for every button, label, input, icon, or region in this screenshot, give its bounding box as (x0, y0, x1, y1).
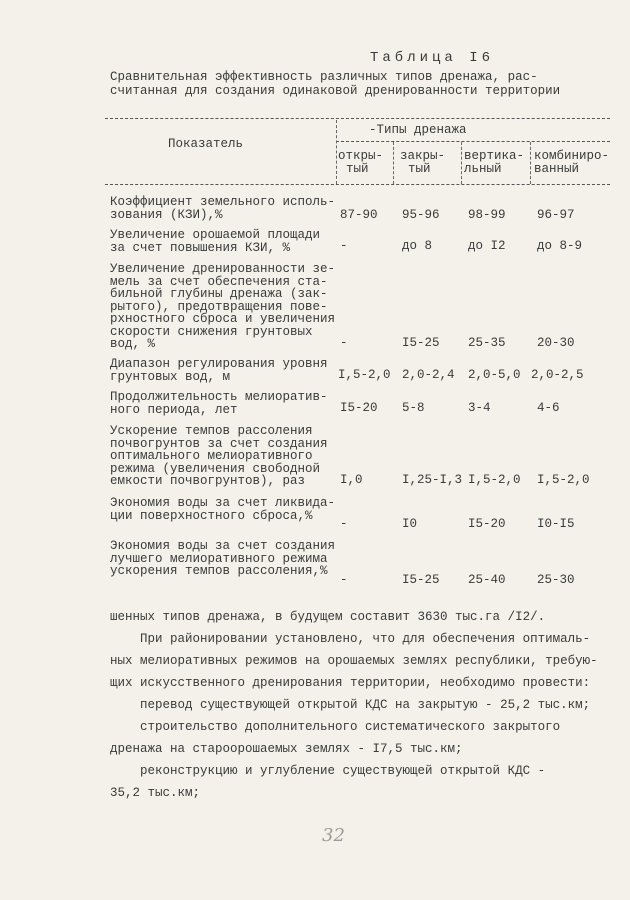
table-cell: I,25-I,3 (402, 473, 463, 487)
group-rule (336, 141, 610, 142)
indicator-header: Показатель (168, 137, 244, 151)
body-line: ных мелиоративных режимов на орошаемых землях республики, требую- (110, 654, 598, 668)
row-label-groundwater-range: Диапазон регулирования уровня грунтовых вод, м (110, 357, 328, 384)
table-cell: 87-90 (340, 208, 378, 222)
header-line: вертика- (464, 149, 525, 163)
header-line: тый (408, 162, 431, 176)
row-label-reclamation-period: Продолжительность мелиоратив- ного периода, лет (110, 390, 328, 417)
table-cell: 2,0-2,5 (531, 368, 584, 382)
column-separator (336, 120, 337, 184)
type-header-closed (400, 150, 445, 176)
header-line: закры- (400, 149, 446, 163)
body-line: перевод существующей открытой КДС на закрытую - 25,2 тыс.км; (110, 698, 591, 712)
column-separator (393, 142, 394, 184)
table-cell: I5-25 (402, 336, 440, 350)
drainage-types-header: -Типы дренажа (369, 123, 467, 137)
body-line: При районировании установлено, что для обеспечения оптималь- (110, 632, 591, 646)
table-title: Таблица I6 (370, 50, 495, 66)
header-line: откры- (338, 149, 384, 163)
table-cell: I,0 (340, 473, 363, 487)
table-cell: до 8-9 (537, 239, 583, 253)
table-cell: 4-6 (537, 401, 560, 415)
header-line: ванный (534, 162, 580, 176)
table-cell: 25-35 (468, 336, 506, 350)
table-cell: 25-30 (537, 573, 575, 587)
body-line: строительство дополнительного систематического закрытого (110, 720, 561, 734)
table-cell: 5-8 (402, 401, 425, 415)
row-label-drainage-increase: Увеличение дренированности зе- мель за счет обеспечения ста- бильной глубины дренажа (зак- рытого), предотвращения пове- рхностного сброса и увеличения скорости снижения грунтовых вод, % (110, 262, 336, 351)
type-header-open (338, 150, 383, 176)
table-cell: 3-4 (468, 401, 491, 415)
table-caption (110, 70, 610, 98)
table-cell: I,5-2,0 (537, 473, 590, 487)
row-label-water-saving-runoff: Экономия воды за счет ликвида- ции поверхностного сброса,% (110, 496, 336, 523)
caption-line: Сравнительная эффективность различных типов дренажа, рас- (110, 70, 538, 84)
caption-line: считанная для создания одинаковой дренированности территории (110, 84, 561, 98)
table-cell: I5-20 (340, 401, 378, 415)
column-separator (461, 142, 462, 184)
column-separator (530, 142, 531, 184)
table-cell: 95-96 (402, 208, 440, 222)
table-cell: 98-99 (468, 208, 506, 222)
type-header-combined (534, 150, 609, 176)
table-cell: I5-25 (402, 573, 440, 587)
table-cell: 25-40 (468, 573, 506, 587)
table-cell: I,5-2,0 (468, 473, 521, 487)
table-cell: - (340, 573, 348, 587)
table-cell: 20-30 (537, 336, 575, 350)
body-line: реконструкцию и углубление существующей открытой КДС - (110, 764, 546, 778)
header-line: комбиниро- (534, 149, 610, 163)
table-cell: 2,0-2,4 (402, 368, 455, 382)
table-cell: - (340, 239, 348, 253)
header-line: льный (464, 162, 502, 176)
table-cell: I0-I5 (537, 517, 575, 531)
page-number: 32 (322, 825, 345, 846)
table-cell: 96-97 (537, 208, 575, 222)
type-header-vertical (464, 150, 524, 176)
header-line: тый (346, 162, 369, 176)
body-line: шенных типов дренажа, в будущем составит 3630 тыс.га /I2/. (110, 610, 546, 624)
row-label-kzi: Коэффициент земельного исполь- зования (КЗИ),% (110, 195, 336, 222)
table-cell: - (340, 517, 348, 531)
row-label-irrigated-area: Увеличение орошаемой площади за счет повышения КЗИ, % (110, 228, 321, 255)
table-cell: I0 (402, 517, 418, 531)
body-line: дренажа на староорошаемых землях - I7,5 тыс.км; (110, 742, 463, 756)
table-cell: 2,0-5,0 (468, 368, 521, 382)
body-line: 35,2 тыс.км; (110, 786, 201, 800)
header-bottom-rule (105, 184, 610, 185)
table-top-rule (105, 118, 610, 119)
body-line: щих искусственного дренирования территории, необходимо провести: (110, 676, 591, 690)
table-cell: до I2 (468, 239, 506, 253)
row-label-water-saving-regime: Экономия воды за счет создания лучшего мелиоративного режима ускорения темпов рассоления,% (110, 539, 336, 578)
table-cell: - (340, 336, 348, 350)
table-cell: до 8 (402, 239, 433, 253)
row-label-desalination: Ускорение темпов рассоления почвогрунтов за счет создания оптимального мелиоративного режима (увеличения свободной емкости почвогрунтов), раз (110, 424, 328, 488)
table-cell: I5-20 (468, 517, 506, 531)
table-cell: I,5-2,0 (338, 368, 391, 382)
